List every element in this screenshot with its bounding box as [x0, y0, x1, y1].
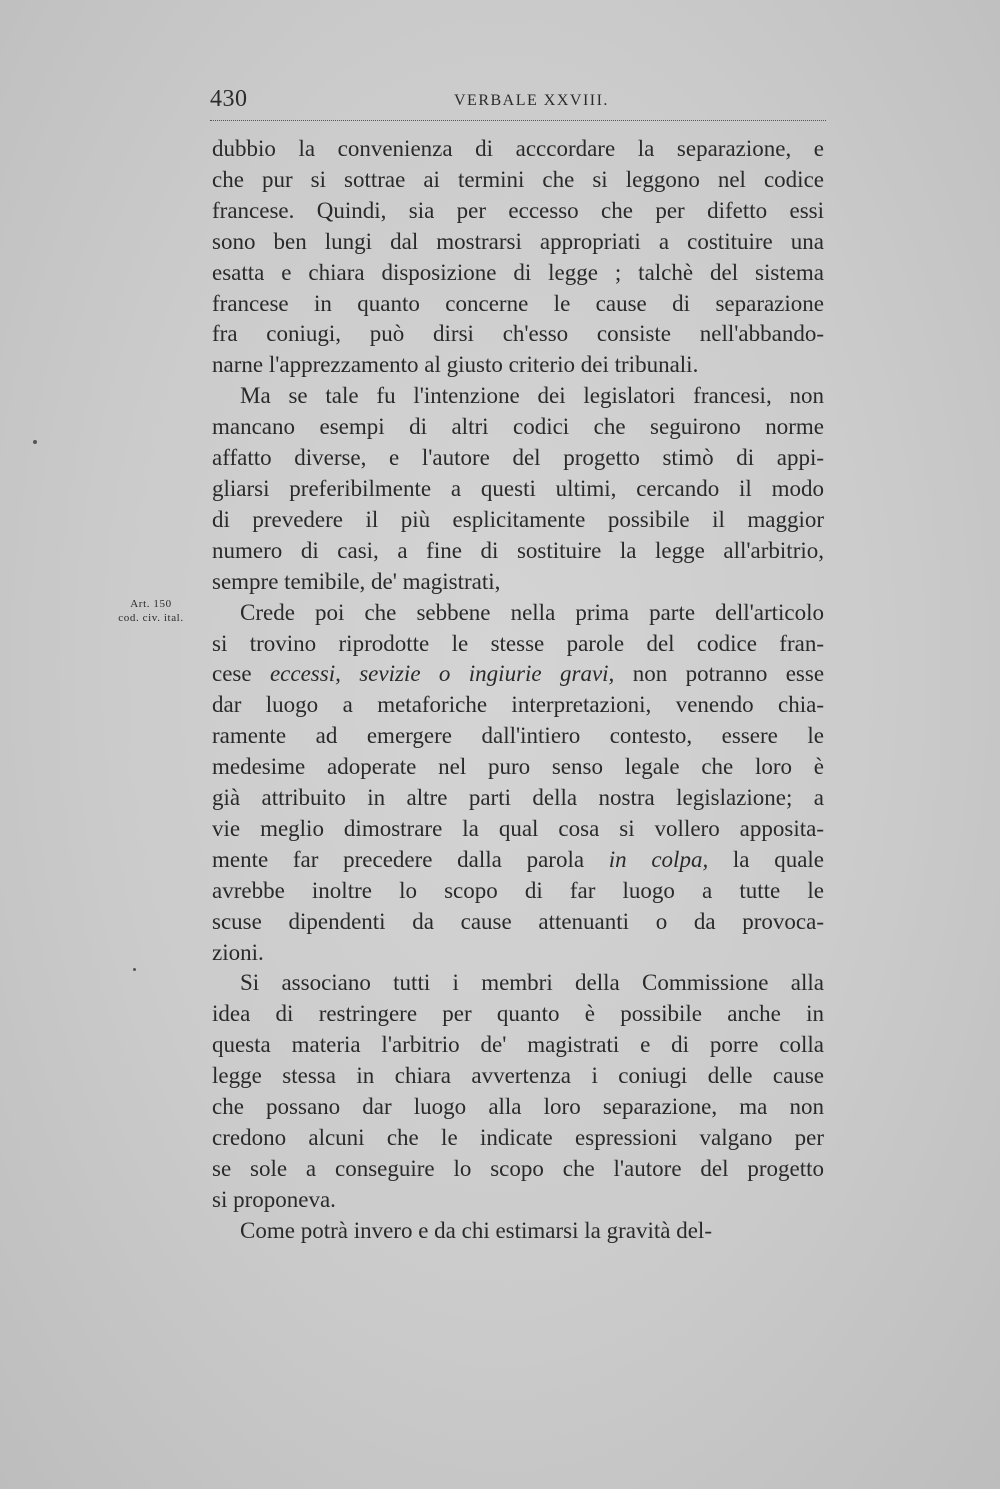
text-run: mente far precedere dalla parola: [212, 846, 585, 872]
text-line: mancano esempi di altri codici che seguirono norme: [212, 414, 824, 440]
running-title: VERBALE XXVIII.: [454, 92, 609, 109]
text-line: fra coniugi, può dirsi ch'esso consiste nell'abbando-: [212, 321, 824, 347]
paper-speck: [33, 440, 37, 444]
text-line: credono alcuni che le indicate espressioni valgano per: [212, 1125, 824, 1150]
text-line: vie meglio dimostrare la qual cosa si vollero apposita-: [212, 815, 824, 841]
text-line: medesime adoperate nel puro senso legale che loro è: [212, 754, 824, 780]
text-line: che possano dar luogo alla loro separazione, ma non: [212, 1094, 824, 1120]
text-line: già attribuito in altre parti della nostra legislazione; a: [212, 785, 824, 811]
margin-note-code: cod. civ. ital.: [118, 612, 184, 624]
text-line: narne l'apprezzamento al giusto criterio dei tribunali.: [212, 352, 699, 378]
text-line: di prevedere il più esplicitamente possibile il maggior: [212, 506, 824, 532]
paper-speck: [133, 968, 136, 971]
text-line-italic: [212, 845, 824, 876]
text-line: francese. Quindi, sia per eccesso che per difetto essi: [212, 197, 824, 223]
text-line: sempre temibile, de' magistrati,: [212, 568, 501, 594]
margin-note-article: Art. 150: [130, 598, 172, 610]
text-line: zioni.: [212, 939, 264, 965]
text-line: avrebbe inoltre lo scopo di far luogo a tutte le: [212, 877, 824, 903]
text-line: questa materia l'arbitrio de' magistrati e di porre colla: [212, 1032, 824, 1058]
text-line: Come potrà invero e da chi estimarsi la gravità del-: [240, 1217, 712, 1243]
text-line: se sole a conseguire lo scopo che l'autore del progetto: [212, 1155, 824, 1181]
running-head: [210, 86, 826, 118]
header-rule: [210, 120, 826, 121]
italic-phrase: eccessi, sevizie o ingiurie gravi,: [269, 661, 615, 687]
margin-note: [96, 597, 206, 625]
text-line: numero di casi, a fine di sostituire la legge all'arbitrio,: [212, 537, 824, 563]
text-line: scuse dipendenti da cause attenuanti o da provoca-: [212, 908, 824, 934]
text-run: non potranno esse: [632, 661, 825, 687]
text-line: gliarsi preferibilmente a questi ultimi, cercando il modo: [212, 475, 824, 501]
text-line: Crede poi che sebbene nella prima parte dell'articolo: [240, 599, 824, 625]
text-line: si proponeva.: [212, 1186, 336, 1212]
text-line: si trovino riprodotte le stesse parole del codice fran-: [212, 630, 824, 656]
text-line: ramente ad emergere dall'intiero contesto, essere le: [212, 723, 824, 749]
text-run: la quale: [732, 846, 825, 872]
text-run: cese: [212, 661, 252, 687]
text-line: esatta e chiara disposizione di legge ; talchè del sistema: [212, 259, 824, 285]
text-line: sono ben lungi dal mostrarsi appropriati a costituire una: [212, 228, 824, 254]
text-line: francese in quanto concerne le cause di separazione: [212, 290, 824, 316]
text-line: dubbio la convenienza di acccordare la separazione, e: [212, 136, 824, 161]
text-line: Ma se tale fu l'intenzione dei legislatori francesi, non: [240, 383, 824, 409]
italic-phrase: in colpa,: [608, 846, 709, 872]
text-line: dar luogo a metaforiche interpretazioni, venendo chia-: [212, 692, 824, 718]
text-line: idea di restringere per quanto è possibile anche in: [212, 1001, 824, 1027]
text-line-italic: [212, 659, 824, 690]
text-line: Si associano tutti i membri della Commissione alla: [240, 970, 824, 996]
body-text: [212, 134, 824, 1247]
text-line: legge stessa in chiara avvertenza i coniugi delle cause: [212, 1063, 824, 1089]
text-line: che pur si sottrae ai termini che si leggono nel codice: [212, 166, 824, 192]
page-number: 430: [210, 86, 248, 112]
text-line: affatto diverse, e l'autore del progetto stimò di appi-: [212, 445, 824, 471]
